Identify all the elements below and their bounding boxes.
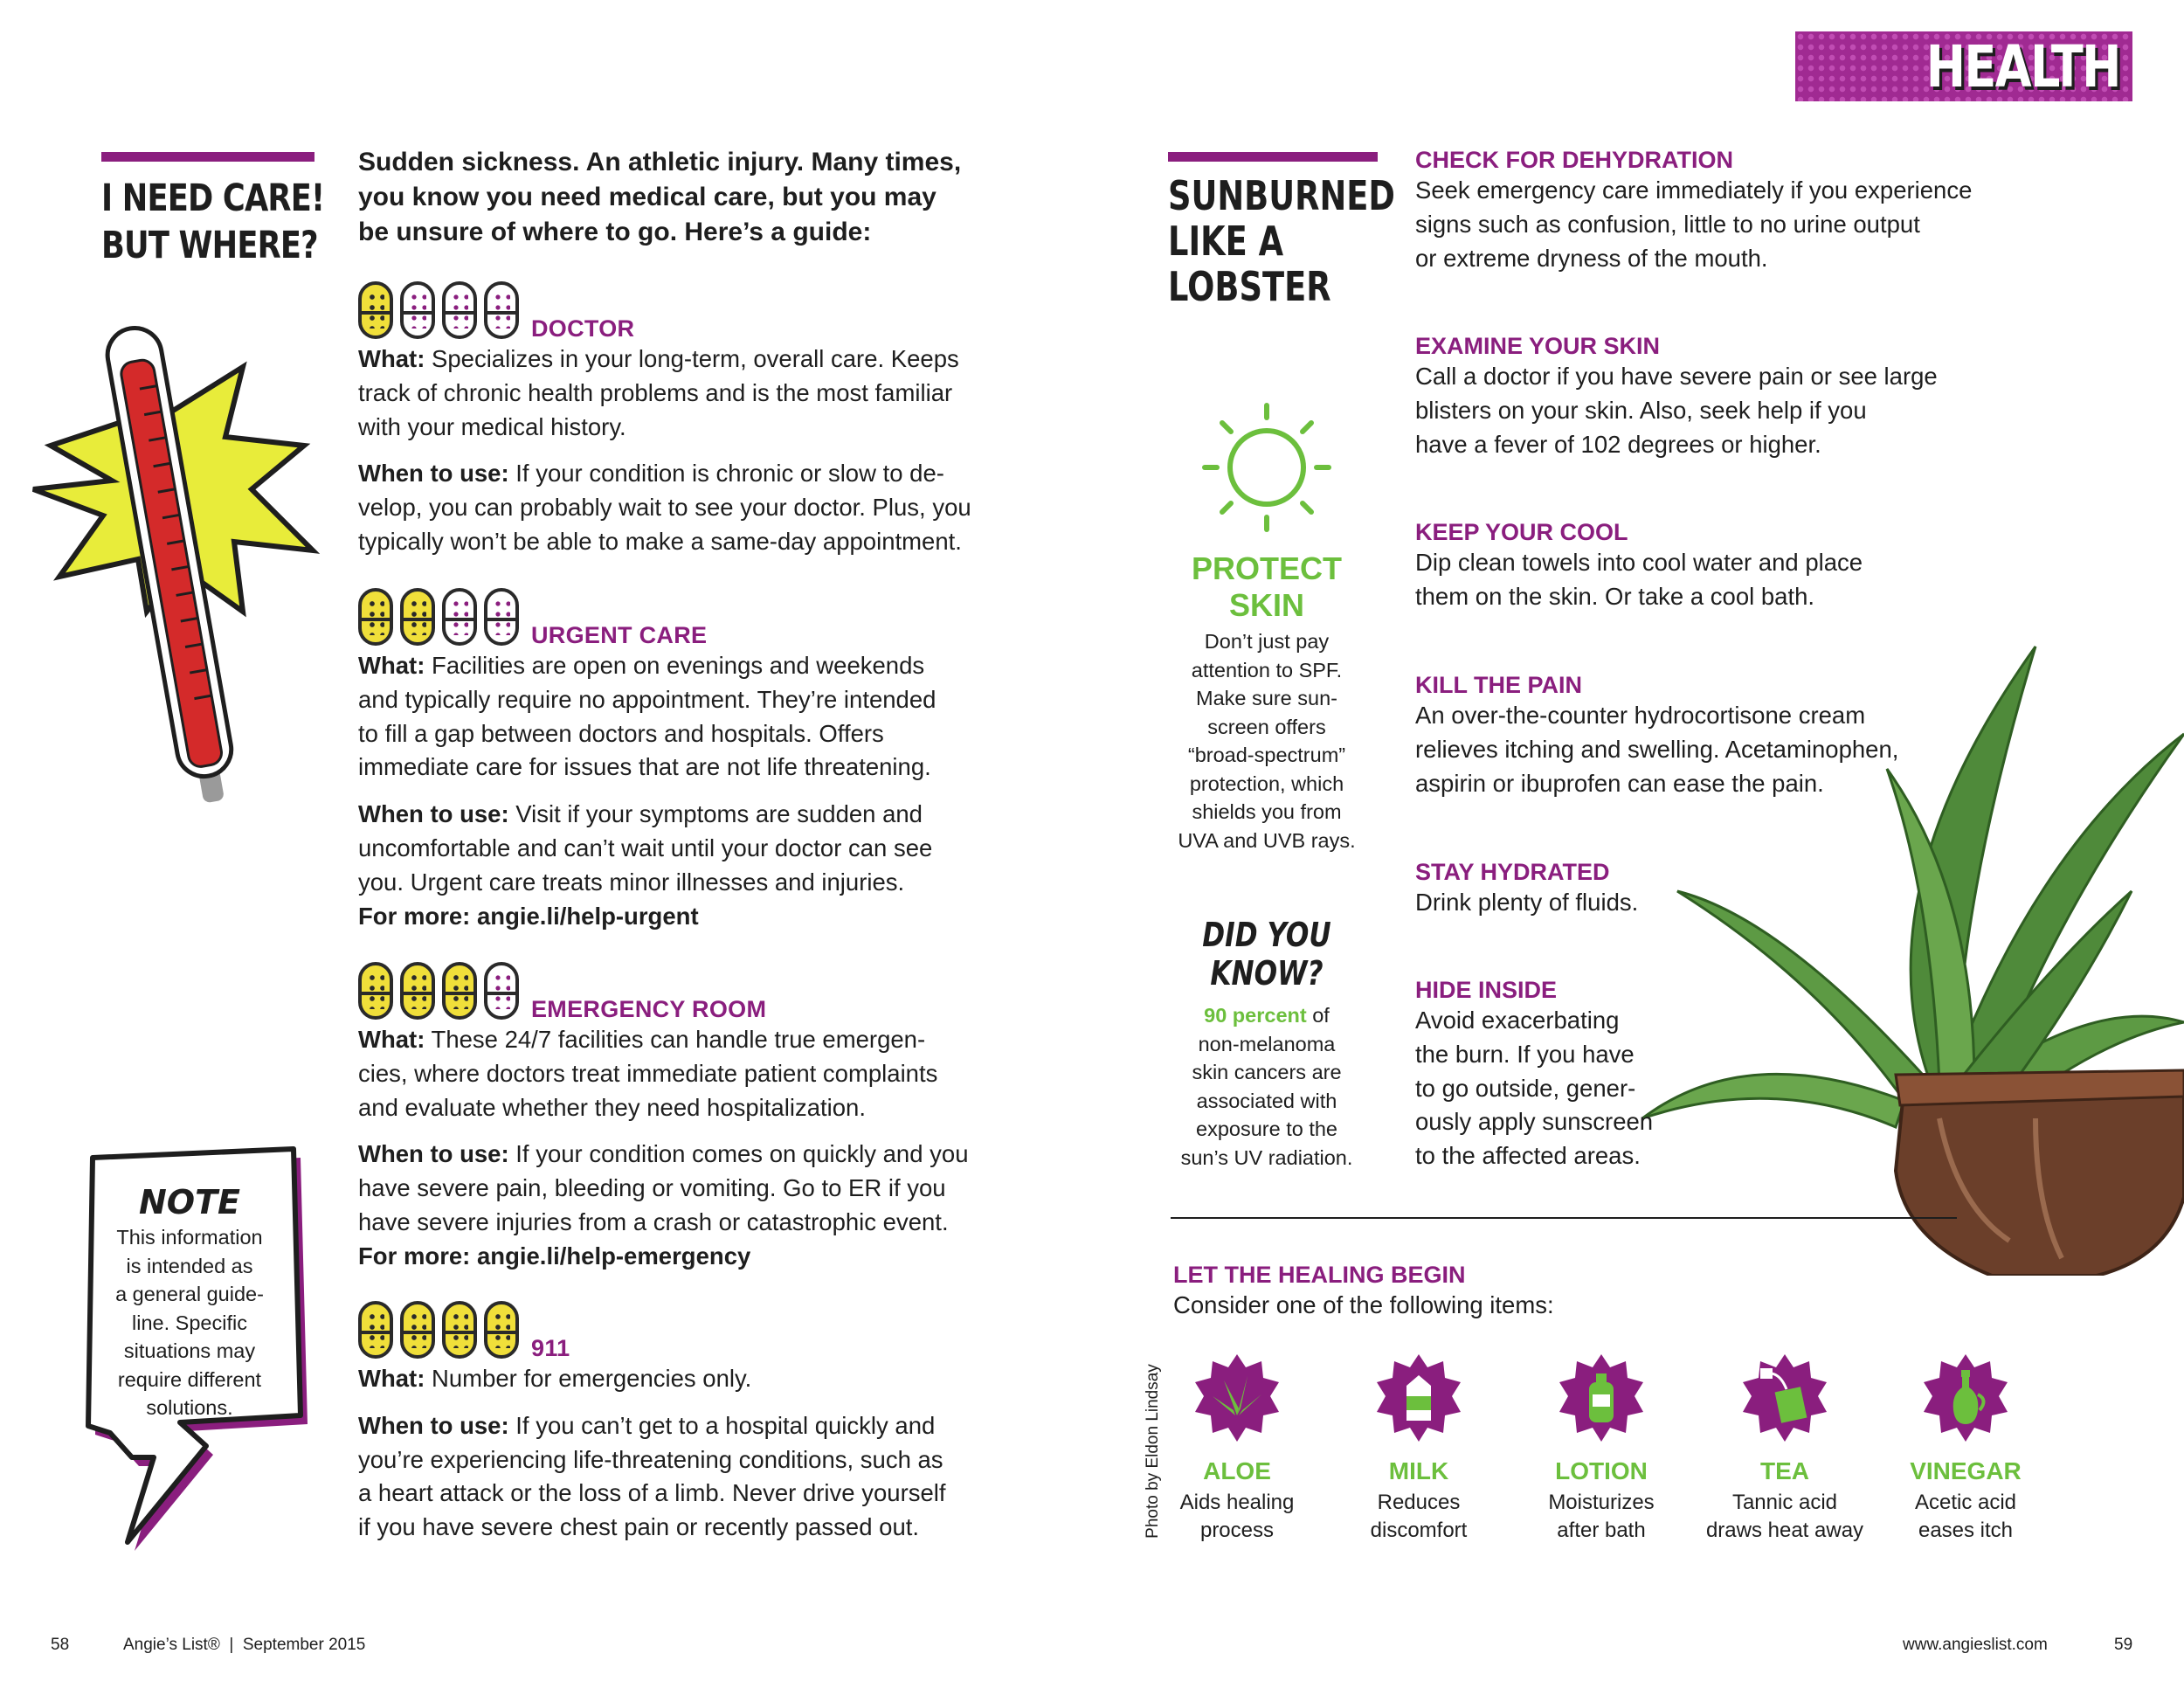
item-desc [1349,1489,1489,1545]
photo-credit: Photo by Eldon Lindsay [1144,1364,1162,1539]
body-line: velop, you can probably wait to see your doctor. Plus, you [358,494,971,522]
body-line: and evaluate whether they need hospitalization. [358,1093,866,1121]
note-text [87,1223,292,1422]
pill-icon [442,588,477,646]
section-what [358,1362,1005,1396]
intro-paragraph [358,145,961,250]
severity-icons [358,588,519,646]
what-label: What: [358,1026,425,1053]
tip-line: An over-the-counter hydrocortisone cream [1415,702,1866,729]
right-title-line: LOBSTER [1168,263,1331,310]
pill-icon [400,588,435,646]
right-title-rule [1168,152,1378,162]
pill-icon [442,1301,477,1359]
milk-icon [1375,1354,1462,1442]
tip-line: to go outside, gener- [1415,1074,1636,1102]
item-desc-line: Aids healing [1179,1491,1295,1514]
for-more-link[interactable]: For more: angie.li/help-urgent [358,902,699,930]
note-line: require different [117,1367,262,1391]
pot-icon [1896,1070,2184,1276]
tip-title: CHECK FOR DEHYDRATION [1415,147,1733,173]
tip-title: KEEP YOUR COOL [1415,519,1628,545]
protect-title-line: PROTECT [1191,550,1342,586]
body-line: and typically require no appointment. They’re intended [358,685,936,713]
section-what [358,1023,1005,1124]
section-when [358,798,1005,933]
side-line: non-melanoma [1198,1032,1336,1055]
did-title-line: KNOW? [1210,954,1324,993]
tip-line: Drink plenty of fluids. [1415,889,1639,916]
body-line: you’re experiencing life-threatening conditions, such as [358,1445,943,1473]
item-desc-line: Acetic acid [1914,1491,2017,1514]
item-name: LOTION [1555,1457,1648,1484]
tip-title: KILL THE PAIN [1415,672,1583,698]
protect-skin-text [1162,627,1372,854]
body-line: have severe injuries from a crash or catastrophic event. [358,1207,949,1235]
body-line: cies, where doctors treat immediate patient complaints [358,1059,938,1087]
note-box [87,1181,292,1422]
body-line: if you have severe chest pain or recently passed out. [358,1513,920,1541]
pill-icon [442,281,477,339]
item-desc-line: eases itch [1918,1519,2014,1542]
body-line: uncomfortable and can’t wait until your doctor can see [358,834,933,861]
severity-icons [358,1301,519,1359]
tip-line: Call a doctor if you have severe pain or see large [1415,363,1938,390]
body-line: to fill a gap between doctors and hospitals. Offers [358,719,884,747]
tip-line: or extreme dryness of the mouth. [1415,244,1768,272]
note-line: solutions. [146,1396,233,1419]
item-name: ALOE [1203,1457,1271,1484]
left-title-line: BUT WHERE? [101,224,318,267]
side-line: exposure to the [1196,1117,1337,1140]
side-line: Don’t just pay [1204,630,1330,653]
item-name: MILK [1388,1457,1449,1484]
tip-line: the burn. If you have [1415,1040,1635,1068]
section-urgent-care [358,588,1005,933]
protect-title-line: SKIN [1228,587,1304,623]
tip-title: HIDE INSIDE [1415,977,1558,1003]
right-page-title [1168,173,1395,309]
body-line: a heart attack or the loss of a limb. Never drive yourself [358,1479,946,1507]
tip-item [1415,519,2114,614]
body-line: track of chronic health problems and is the most familiar [358,378,953,406]
page-number-right: 59 [2114,1636,2133,1654]
body-line: you. Urgent care treats minor illnesses and injuries. [358,868,905,896]
body-line: have severe pain, bleeding or vomiting. Go to ER if you [358,1174,946,1202]
note-line: This information [116,1226,263,1249]
side-line: protection, which [1189,771,1344,795]
left-title-line: I NEED CARE! [101,176,325,220]
intro-line: Sudden sickness. An athletic injury. Many times, [358,148,962,176]
item-desc [1167,1489,1307,1545]
item-name: VINEGAR [1910,1457,2022,1484]
stat-highlight: 90 percent [1204,1004,1307,1027]
note-line: situations may [123,1339,256,1362]
item-desc-line: Reduces [1377,1491,1461,1514]
side-line: UVA and UVB rays. [1178,828,1356,852]
side-line: shields you from [1192,800,1342,823]
healing-item-tea [1697,1354,1872,1555]
vinegar-icon [1922,1354,2009,1442]
section-title: URGENT CARE [531,622,708,648]
side-line: “broad-spectrum” [1187,744,1346,766]
healing-item-vinegar [1896,1354,2035,1555]
tip-item [1415,859,2114,920]
side-line: Make sure sun- [1196,687,1337,709]
section-when [358,457,1005,558]
healing-subtitle: Consider one of the following items: [1173,1291,1554,1318]
pill-icon [358,281,393,339]
body-line: immediate care for issues that are not life threatening. [358,753,931,781]
note-line: line. Specific [132,1311,247,1334]
protect-skin-title [1162,550,1372,624]
note-line: a general guide- [115,1283,264,1305]
tip-line: them on the skin. Or take a cool bath. [1415,582,1815,610]
healing-item-milk [1349,1354,1489,1555]
side-line: associated with [1196,1089,1337,1112]
when-label: When to use: [358,800,509,828]
side-line: sun’s UV radiation. [1180,1145,1353,1169]
for-more-link[interactable]: For more: angie.li/help-emergency [358,1242,751,1270]
body-line: Facilities are open on evenings and weekends [425,652,925,679]
section-what [358,342,1005,444]
pill-icon [484,962,519,1020]
sun-icon [1201,402,1332,533]
intro-line: be unsure of where to go. Here’s a guide: [358,218,872,246]
tip-line: signs such as confusion, little to no urine output [1415,210,1920,238]
section-divider [1171,1217,1957,1219]
aloe-icon [1193,1354,1281,1442]
section-when [358,1409,1005,1545]
tip-line: relieves itching and swelling. Acetaminophen, [1415,735,1899,763]
pill-icon [484,1301,519,1359]
what-label: What: [358,652,425,679]
page-number-left: 58 [51,1636,70,1654]
section-title: EMERGENCY ROOM [531,996,767,1022]
pill-icon [358,588,393,646]
tip-line: aspirin or ibuprofen can ease the pain. [1415,769,1824,797]
website-url[interactable]: www.angieslist.com [1903,1636,2048,1654]
tip-line: blisters on your skin. Also, seek help if you [1415,396,1867,424]
note-title: NOTE [139,1183,240,1221]
tip-body [1415,174,2114,275]
publication-info: Angie’s List® | September 2015 [123,1636,366,1654]
tip-body [1415,699,2114,800]
side-line: attention to SPF. [1191,658,1343,681]
tip-item [1415,147,2114,275]
body-line: Specializes in your long-term, overall care. Keeps [425,345,959,372]
body-line: Number for emergencies only. [425,1365,752,1392]
body-line: typically won’t be able to make a same-day appointment. [358,527,962,555]
item-desc-line: Tannic acid [1731,1491,1838,1514]
section-emergency-room [358,962,1005,1274]
body-line: If your condition comes on quickly and you [508,1140,969,1168]
tip-body [1415,546,2114,614]
left-title-rule [101,152,314,162]
pill-icon [400,1301,435,1359]
section-title: 911 [531,1335,570,1361]
body-line: These 24/7 facilities can handle true emergen- [425,1026,926,1053]
body-line: If your condition is chronic or slow to de- [508,460,944,488]
item-desc [1531,1489,1671,1545]
when-label: When to use: [358,1140,509,1168]
pill-icon [358,962,393,1020]
lotion-icon [1558,1354,1645,1442]
section-what [358,649,1005,785]
pill-icon [484,281,519,339]
healing-section [1173,1262,2047,1323]
healing-item-aloe [1167,1354,1307,1555]
tip-title: STAY HYDRATED [1415,859,1610,885]
what-label: What: [358,1365,425,1392]
item-desc-line: draws heat away [1705,1519,1864,1542]
tip-line: have a fever of 102 degrees or higher. [1415,430,1821,458]
item-desc-line: Moisturizes [1548,1491,1655,1514]
when-label: When to use: [358,460,509,488]
item-desc-line: process [1199,1519,1275,1542]
tip-item [1415,333,2114,461]
tip-line: Dip clean towels into cool water and place [1415,549,1863,576]
tip-line: Avoid exacerbating [1415,1007,1620,1034]
pill-icon [442,962,477,1020]
did-you-know-box [1162,916,1372,1172]
item-desc [1896,1489,2035,1545]
body-line: If you can’t get to a hospital quickly and [508,1411,936,1439]
pill-icon [484,588,519,646]
tip-title: EXAMINE YOUR SKIN [1415,333,1661,359]
item-name: TEA [1760,1457,1809,1484]
tip-body [1415,360,2114,461]
protect-skin-box [1162,550,1372,854]
pill-icon [400,281,435,339]
section-title: DOCTOR [531,315,635,342]
did-you-know-text [1162,1001,1372,1172]
tip-line: ously apply sunscreen [1415,1108,1654,1136]
item-desc-line: after bath [1557,1519,1646,1542]
item-desc [1697,1489,1872,1545]
section-tab [1795,31,2132,101]
what-label: What: [358,345,425,372]
pill-icon [358,1301,393,1359]
right-title-line: SUNBURNED [1168,172,1395,219]
tip-body [1415,886,2114,920]
item-desc-line: discomfort [1370,1519,1468,1542]
side-line: of [1306,1004,1330,1027]
section-when [358,1138,1005,1273]
tea-bag-icon [1741,1354,1828,1442]
when-label: When to use: [358,1411,509,1439]
tip-body [1415,1004,1765,1173]
tip-line: to the affected areas. [1415,1142,1641,1170]
side-line: screen offers [1207,715,1326,738]
severity-icons [358,962,519,1020]
pill-icon [400,962,435,1020]
note-line: is intended as [126,1254,253,1277]
section-tab-label: HEALTH [1925,33,2120,100]
severity-icons [358,281,519,339]
thermometer-illustration [24,315,348,839]
section-911 [358,1301,1005,1545]
tip-item [1415,672,2114,800]
body-line: Visit if your symptoms are sudden and [508,800,923,828]
did-title-line: DID YOU [1202,916,1331,954]
did-you-know-title [1181,916,1353,993]
left-page-title [101,175,324,269]
side-line: skin cancers are [1192,1061,1342,1083]
body-line: with your medical history. [358,412,626,440]
right-title-line: LIKE A [1168,218,1284,265]
section-doctor [358,281,1005,559]
tip-item [1415,977,1765,1173]
healing-title: LET THE HEALING BEGIN [1173,1262,1466,1288]
healing-item-lotion [1531,1354,1671,1555]
tip-line: Seek emergency care immediately if you experience [1415,176,1973,204]
intro-line: you know you need medical care, but you may [358,183,936,211]
